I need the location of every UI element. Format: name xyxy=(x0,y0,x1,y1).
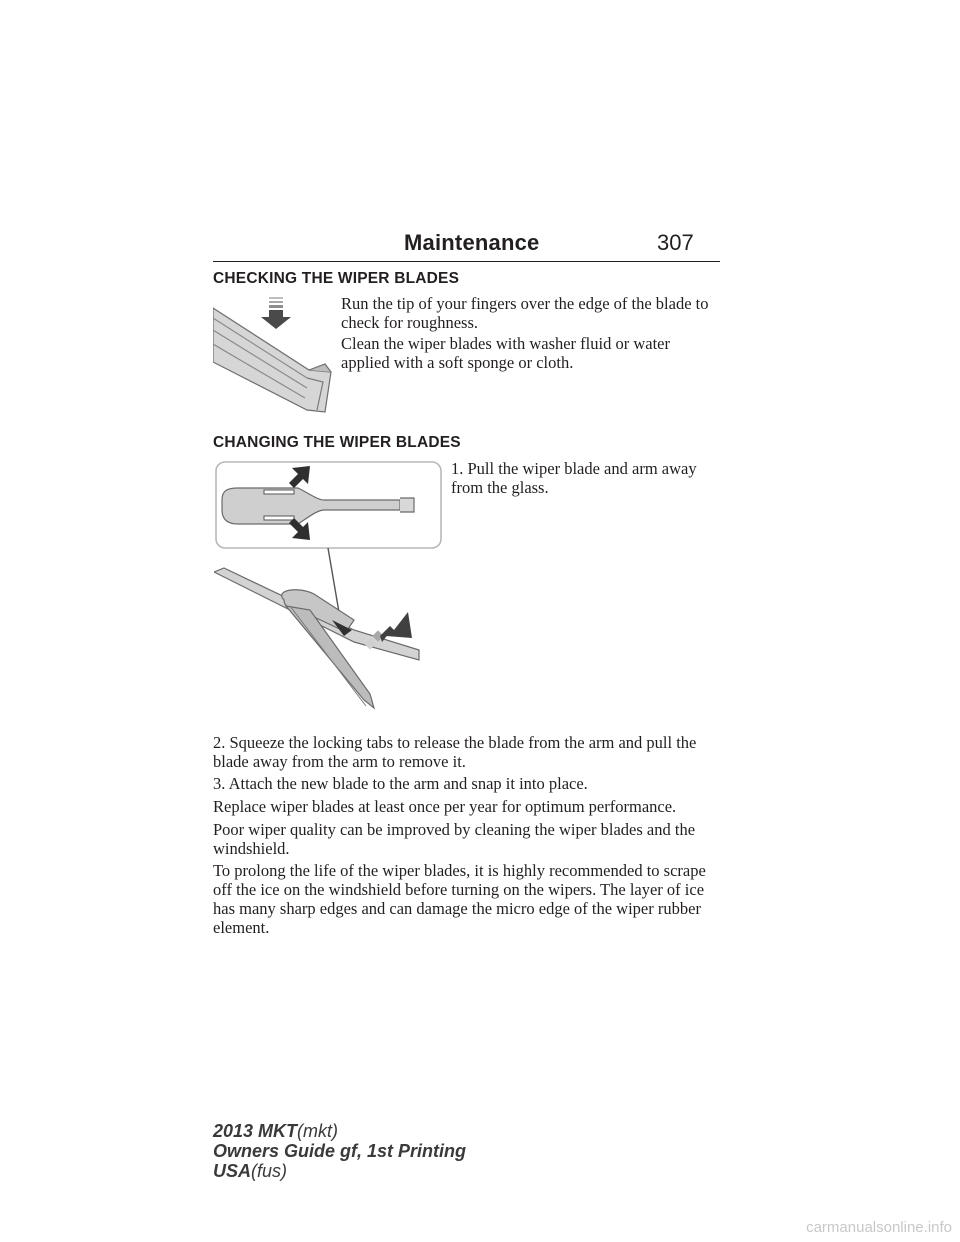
down-arrow-icon xyxy=(261,297,291,329)
checking-paragraph-roughness: Run the tip of your fingers over the edge of the blade to check for roughness. xyxy=(341,294,709,332)
wiper-blade-edge-illustration xyxy=(213,292,333,414)
footer-market: USA xyxy=(213,1161,252,1181)
wiper-quality-paragraph: Poor wiper quality can be improved by cleaning the wiper blades and the windshield. xyxy=(213,820,696,858)
replace-frequency-paragraph: Replace wiper blades at least once per year for optimum performance. xyxy=(213,797,677,816)
footer-guide: Owners Guide gf, 1st Printing xyxy=(213,1141,467,1161)
step-1-text: 1. Pull the wiper blade and arm away from the glass. xyxy=(451,459,697,497)
page-number: 307 xyxy=(657,230,694,255)
watermark-text: carmanualsonline.info xyxy=(806,1219,952,1236)
footer-market-code: (fus) xyxy=(251,1161,288,1181)
header-divider xyxy=(213,261,720,262)
prolong-life-paragraph: To prolong the life of the wiper blades, it is highly recommended to scrape off the ice on the windshield before turning on the wipers. The layer of ice has many sharp edges and can damage the micro edge of the wiper rubber element. xyxy=(213,861,706,937)
changing-heading: CHANGING THE WIPER BLADES xyxy=(213,434,461,451)
checking-heading: CHECKING THE WIPER BLADES xyxy=(213,270,460,287)
footer-model-code: (mkt) xyxy=(297,1121,339,1141)
step-3-text: 3. Attach the new blade to the arm and snap it into place. xyxy=(213,774,588,793)
footer-market-line xyxy=(213,1161,287,1181)
step-2-text: 2. Squeeze the locking tabs to release the blade from the arm and pull the blade away from the arm to remove it. xyxy=(213,733,697,771)
footer-model: 2013 MKT xyxy=(213,1121,298,1141)
checking-paragraph-clean: Clean the wiper blades with washer fluid or water applied with a soft sponge or cloth. xyxy=(341,334,670,372)
page-section-title: Maintenance xyxy=(404,230,540,255)
wiper-blade-removal-illustration xyxy=(214,460,446,716)
footer-model-line xyxy=(213,1121,338,1141)
footer-guide-line xyxy=(213,1141,466,1161)
